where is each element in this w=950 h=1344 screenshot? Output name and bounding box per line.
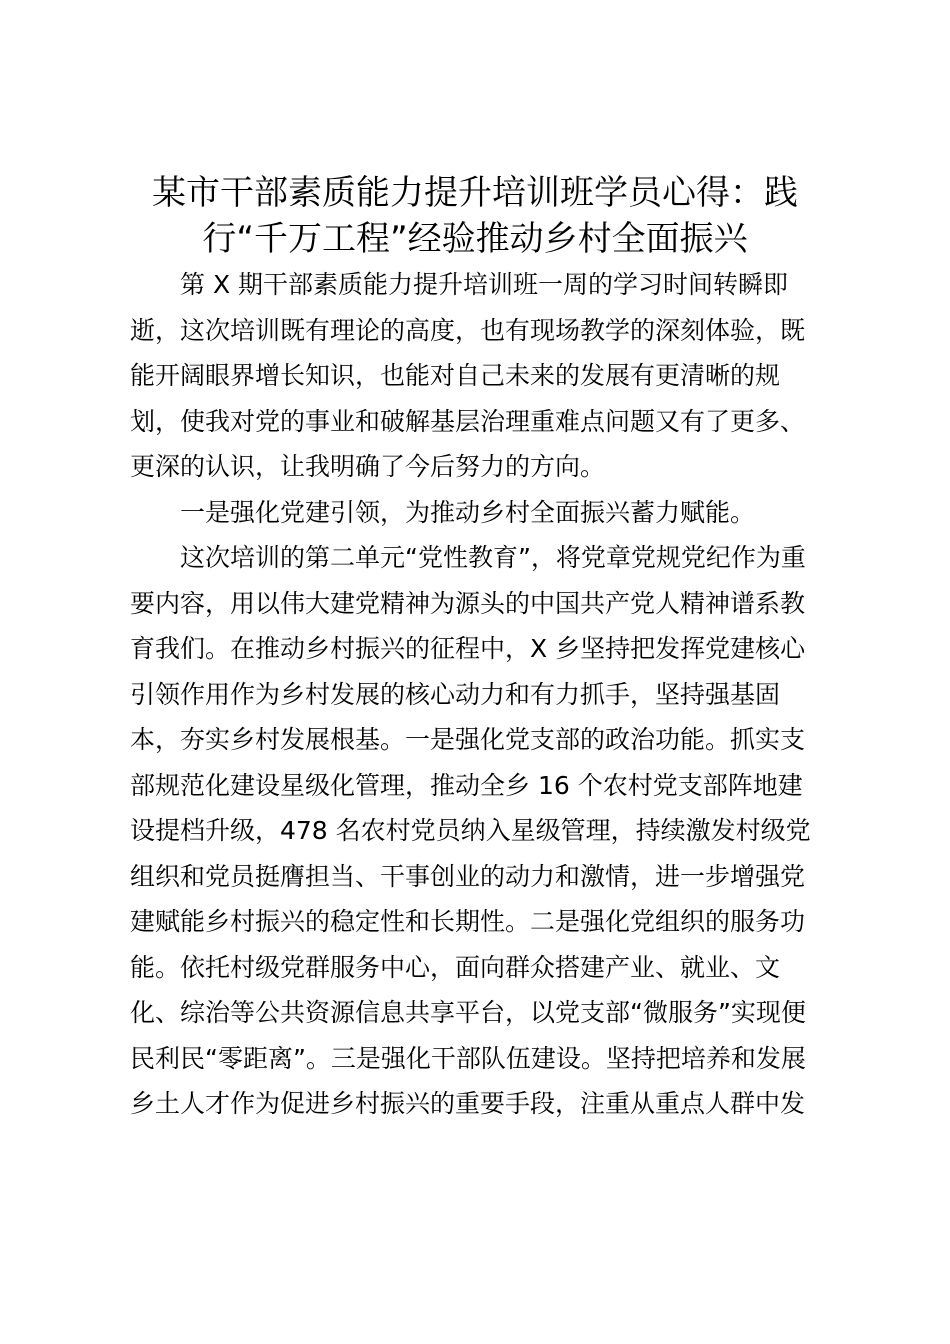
text-line: 这次培训的第二单元“党性教育”，将党章党规党纪作为重 — [180, 543, 806, 572]
text-line: 本，夯实乡村发展根基。一是强化党支部的政治功能。抓实支 — [130, 725, 806, 754]
text-line: 更深的认识，让我明确了今后努力的方向。 — [130, 452, 606, 481]
paragraph-intro — [130, 262, 820, 490]
section-heading-1 — [130, 490, 820, 536]
text-line: 要内容，用以伟大建党精神为源头的中国共产党人精神谱系教 — [130, 588, 806, 618]
document-page — [130, 170, 820, 1127]
text-line: 逝，这次培训既有理论的高度，也有现场教学的深刻体验，既 — [130, 315, 806, 345]
text-line: 一是强化党建引领，为推动乡村全面振兴蓄力赋能。 — [180, 497, 756, 527]
paragraph-party-education — [130, 535, 820, 1127]
title-line-2: 行“千万工程”经验推动乡村全面振兴 — [202, 219, 748, 259]
text-line: 第 X 期干部素质能力提升培训班一周的学习时间转瞬即 — [180, 270, 789, 299]
text-line: 部规范化建设星级化管理，推动全乡 16 个农村党支部阵地建 — [130, 770, 803, 800]
text-line: 引领作用作为乡村发展的核心动力和有力抓手，坚持强基固 — [130, 679, 781, 709]
text-line: 育我们。在推动乡村振兴的征程中，X 乡坚持把发挥党建核心 — [130, 634, 806, 663]
title-line-1: 某市干部素质能力提升培训班学员心得：践 — [152, 173, 798, 213]
text-line: 能开阔眼界增长知识，也能对自己未来的发展有更清晰的规 — [130, 361, 781, 390]
text-line: 乡土人才作为促进乡村振兴的重要手段，注重从重点人群中发 — [130, 1089, 806, 1118]
text-line: 建赋能乡村振兴的稳定性和长期性。二是强化党组织的服务功 — [130, 907, 806, 936]
text-line: 设提档升级，478 名农村党员纳入星级管理，持续激发村级党 — [130, 816, 811, 845]
text-line: 化、综治等公共资源信息共享平台，以党支部“微服务”实现便 — [130, 998, 806, 1027]
text-line: 划，使我对党的事业和破解基层治理重难点问题又有了更多、 — [130, 406, 806, 436]
document-title — [130, 170, 820, 262]
text-line: 组织和党员挺膺担当、干事创业的动力和激情，进一步增强党 — [130, 861, 806, 891]
text-line: 能。依托村级党群服务中心，面向群众搭建产业、就业、文 — [130, 952, 781, 982]
text-line: 民利民“零距离”。三是强化干部队伍建设。坚持把培养和发展 — [130, 1043, 806, 1073]
